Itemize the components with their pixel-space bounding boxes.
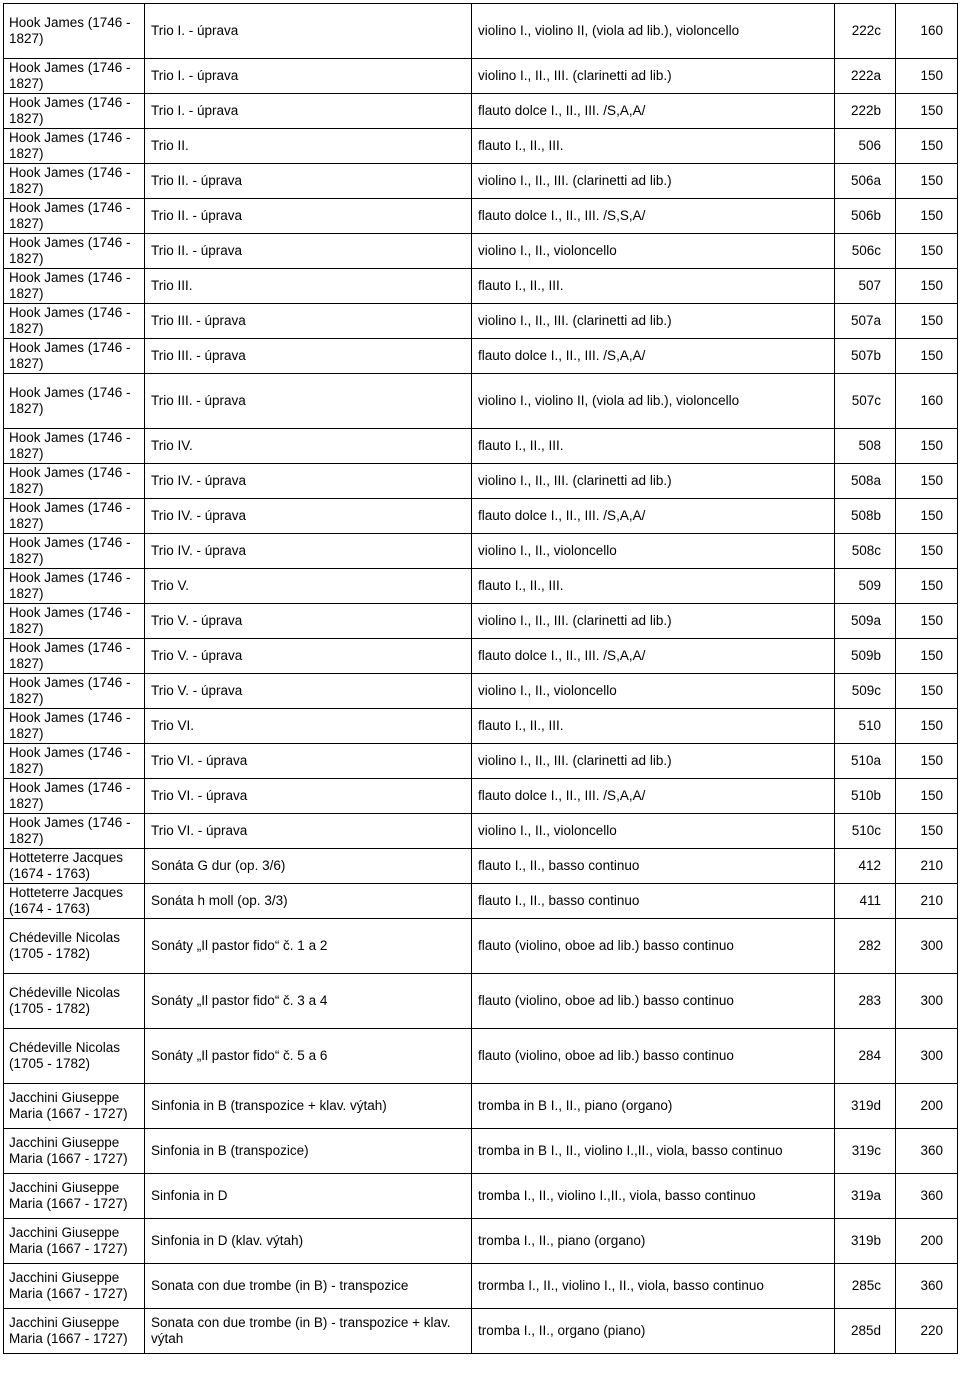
instrumentation-cell: flauto I., II., III. — [472, 709, 835, 744]
price-cell: 300 — [896, 919, 958, 974]
composer-cell: Hook James (1746 - 1827) — [4, 569, 145, 604]
price-cell: 150 — [896, 709, 958, 744]
title-cell: Trio II. - úprava — [145, 199, 472, 234]
instrumentation-cell: flauto dolce I., II., III. /S,S,A/ — [472, 199, 835, 234]
table-row — [4, 744, 958, 779]
price-cell: 150 — [896, 429, 958, 464]
composer-cell: Hook James (1746 - 1827) — [4, 639, 145, 674]
table-row — [4, 604, 958, 639]
composer-cell: Hook James (1746 - 1827) — [4, 744, 145, 779]
title-cell: Sonáta h moll (op. 3/3) — [145, 884, 472, 919]
title-cell: Sonáty „Il pastor fido“ č. 5 a 6 — [145, 1029, 472, 1084]
table-row — [4, 849, 958, 884]
title-cell: Sonata con due trombe (in B) - transpozice — [145, 1264, 472, 1309]
catalog-number-cell: 507c — [835, 374, 896, 429]
catalog-number-cell: 509b — [835, 639, 896, 674]
composer-cell: Hook James (1746 - 1827) — [4, 129, 145, 164]
instrumentation-cell: violino I., II., III. (clarinetti ad lib.) — [472, 304, 835, 339]
composer-cell: Jacchini Giuseppe Maria (1667 - 1727) — [4, 1084, 145, 1129]
instrumentation-cell: flauto I., II., III. — [472, 129, 835, 164]
table-row — [4, 59, 958, 94]
table-row — [4, 269, 958, 304]
composer-cell: Hotteterre Jacques (1674 - 1763) — [4, 849, 145, 884]
instrumentation-cell: flauto dolce I., II., III. /S,A,A/ — [472, 499, 835, 534]
table-row — [4, 304, 958, 339]
composer-cell: Hook James (1746 - 1827) — [4, 534, 145, 569]
composer-cell: Jacchini Giuseppe Maria (1667 - 1727) — [4, 1129, 145, 1174]
table-row — [4, 884, 958, 919]
price-cell: 150 — [896, 779, 958, 814]
catalog-number-cell: 510 — [835, 709, 896, 744]
instrumentation-cell: flauto (violino, oboe ad lib.) basso continuo — [472, 919, 835, 974]
title-cell: Trio V. - úprava — [145, 674, 472, 709]
title-cell: Sinfonia in B (transpozice + klav. výtah) — [145, 1084, 472, 1129]
catalog-number-cell: 285c — [835, 1264, 896, 1309]
catalog-sheet — [3, 3, 957, 1354]
price-cell: 150 — [896, 339, 958, 374]
composer-cell: Hook James (1746 - 1827) — [4, 674, 145, 709]
instrumentation-cell: flauto I., II., III. — [472, 569, 835, 604]
title-cell: Trio I. - úprava — [145, 4, 472, 59]
composer-cell: Hook James (1746 - 1827) — [4, 604, 145, 639]
table-row — [4, 974, 958, 1029]
catalog-number-cell: 222b — [835, 94, 896, 129]
instrumentation-cell: violino I., II., violoncello — [472, 534, 835, 569]
price-cell: 300 — [896, 974, 958, 1029]
price-cell: 360 — [896, 1129, 958, 1174]
table-row — [4, 339, 958, 374]
table-row — [4, 429, 958, 464]
instrumentation-cell: violino I., II., III. (clarinetti ad lib.) — [472, 464, 835, 499]
composer-cell: Jacchini Giuseppe Maria (1667 - 1727) — [4, 1219, 145, 1264]
instrumentation-cell: violino I., II., violoncello — [472, 814, 835, 849]
instrumentation-cell: trormba I., II., violino I., II., viola, basso continuo — [472, 1264, 835, 1309]
table-row — [4, 1129, 958, 1174]
title-cell: Trio III. - úprava — [145, 339, 472, 374]
instrumentation-cell: violino I., II., III. (clarinetti ad lib.) — [472, 744, 835, 779]
instrumentation-cell: violino I., II., violoncello — [472, 234, 835, 269]
table-row — [4, 4, 958, 59]
table-row — [4, 534, 958, 569]
catalog-rows — [4, 4, 958, 1354]
catalog-number-cell: 282 — [835, 919, 896, 974]
title-cell: Trio II. - úprava — [145, 234, 472, 269]
title-cell: Sinfonia in D (klav. výtah) — [145, 1219, 472, 1264]
title-cell: Trio VI. — [145, 709, 472, 744]
title-cell: Sonata con due trombe (in B) - transpozice + klav. výtah — [145, 1309, 472, 1354]
table-row — [4, 814, 958, 849]
catalog-number-cell: 510c — [835, 814, 896, 849]
composer-cell: Hook James (1746 - 1827) — [4, 429, 145, 464]
instrumentation-cell: violino I., violino II, (viola ad lib.), violoncello — [472, 4, 835, 59]
catalog-number-cell: 507b — [835, 339, 896, 374]
title-cell: Trio III. - úprava — [145, 374, 472, 429]
instrumentation-cell: violino I., II., III. (clarinetti ad lib.) — [472, 604, 835, 639]
price-cell: 150 — [896, 304, 958, 339]
instrumentation-cell: violino I., violino II, (viola ad lib.), violoncello — [472, 374, 835, 429]
composer-cell: Hook James (1746 - 1827) — [4, 4, 145, 59]
composer-cell: Hook James (1746 - 1827) — [4, 164, 145, 199]
title-cell: Trio IV. - úprava — [145, 534, 472, 569]
title-cell: Trio I. - úprava — [145, 59, 472, 94]
composer-cell: Jacchini Giuseppe Maria (1667 - 1727) — [4, 1264, 145, 1309]
title-cell: Trio III. - úprava — [145, 304, 472, 339]
composer-cell: Hook James (1746 - 1827) — [4, 814, 145, 849]
table-row — [4, 1264, 958, 1309]
instrumentation-cell: tromba I., II., piano (organo) — [472, 1219, 835, 1264]
instrumentation-cell: flauto dolce I., II., III. /S,A,A/ — [472, 639, 835, 674]
composer-cell: Hotteterre Jacques (1674 - 1763) — [4, 884, 145, 919]
title-cell: Trio II. — [145, 129, 472, 164]
catalog-number-cell: 510a — [835, 744, 896, 779]
catalog-table — [3, 3, 958, 1354]
instrumentation-cell: flauto (violino, oboe ad lib.) basso continuo — [472, 974, 835, 1029]
composer-cell: Hook James (1746 - 1827) — [4, 339, 145, 374]
catalog-number-cell: 509 — [835, 569, 896, 604]
price-cell: 150 — [896, 129, 958, 164]
catalog-number-cell: 283 — [835, 974, 896, 1029]
composer-cell: Jacchini Giuseppe Maria (1667 - 1727) — [4, 1309, 145, 1354]
composer-cell: Hook James (1746 - 1827) — [4, 709, 145, 744]
table-row — [4, 464, 958, 499]
table-row — [4, 234, 958, 269]
title-cell: Trio III. — [145, 269, 472, 304]
title-cell: Trio IV. - úprava — [145, 464, 472, 499]
instrumentation-cell: flauto I., II., III. — [472, 269, 835, 304]
table-row — [4, 639, 958, 674]
title-cell: Trio VI. - úprava — [145, 744, 472, 779]
price-cell: 150 — [896, 534, 958, 569]
catalog-number-cell: 412 — [835, 849, 896, 884]
catalog-number-cell: 222c — [835, 4, 896, 59]
table-row — [4, 779, 958, 814]
catalog-number-cell: 508b — [835, 499, 896, 534]
catalog-number-cell: 319d — [835, 1084, 896, 1129]
instrumentation-cell: violino I., II., III. (clarinetti ad lib.) — [472, 59, 835, 94]
table-row — [4, 709, 958, 744]
price-cell: 150 — [896, 199, 958, 234]
price-cell: 200 — [896, 1084, 958, 1129]
title-cell: Sinfonia in D — [145, 1174, 472, 1219]
table-row — [4, 569, 958, 604]
price-cell: 150 — [896, 814, 958, 849]
instrumentation-cell: tromba in B I., II., violino I.,II., viola, basso continuo — [472, 1129, 835, 1174]
catalog-number-cell: 319a — [835, 1174, 896, 1219]
price-cell: 210 — [896, 849, 958, 884]
price-cell: 220 — [896, 1309, 958, 1354]
catalog-number-cell: 284 — [835, 1029, 896, 1084]
instrumentation-cell: flauto I., II., basso continuo — [472, 884, 835, 919]
catalog-number-cell: 506 — [835, 129, 896, 164]
title-cell: Sinfonia in B (transpozice) — [145, 1129, 472, 1174]
composer-cell: Chédeville Nicolas (1705 - 1782) — [4, 974, 145, 1029]
price-cell: 150 — [896, 269, 958, 304]
catalog-number-cell: 509a — [835, 604, 896, 639]
catalog-number-cell: 508c — [835, 534, 896, 569]
composer-cell: Hook James (1746 - 1827) — [4, 199, 145, 234]
table-row — [4, 674, 958, 709]
instrumentation-cell: flauto dolce I., II., III. /S,A,A/ — [472, 339, 835, 374]
price-cell: 150 — [896, 744, 958, 779]
composer-cell: Hook James (1746 - 1827) — [4, 499, 145, 534]
catalog-number-cell: 506b — [835, 199, 896, 234]
composer-cell: Hook James (1746 - 1827) — [4, 374, 145, 429]
instrumentation-cell: violino I., II., III. (clarinetti ad lib.) — [472, 164, 835, 199]
catalog-number-cell: 222a — [835, 59, 896, 94]
table-row — [4, 164, 958, 199]
table-row — [4, 499, 958, 534]
price-cell: 150 — [896, 604, 958, 639]
instrumentation-cell: tromba I., II., organo (piano) — [472, 1309, 835, 1354]
table-row — [4, 1029, 958, 1084]
table-row — [4, 94, 958, 129]
price-cell: 150 — [896, 59, 958, 94]
catalog-number-cell: 319b — [835, 1219, 896, 1264]
instrumentation-cell: tromba I., II., violino I.,II., viola, basso continuo — [472, 1174, 835, 1219]
table-row — [4, 919, 958, 974]
table-row — [4, 129, 958, 164]
title-cell: Trio VI. - úprava — [145, 814, 472, 849]
price-cell: 160 — [896, 374, 958, 429]
price-cell: 150 — [896, 639, 958, 674]
catalog-number-cell: 508 — [835, 429, 896, 464]
composer-cell: Chédeville Nicolas (1705 - 1782) — [4, 919, 145, 974]
composer-cell: Hook James (1746 - 1827) — [4, 269, 145, 304]
title-cell: Trio II. - úprava — [145, 164, 472, 199]
title-cell: Trio IV. - úprava — [145, 499, 472, 534]
composer-cell: Hook James (1746 - 1827) — [4, 779, 145, 814]
title-cell: Trio VI. - úprava — [145, 779, 472, 814]
catalog-number-cell: 507 — [835, 269, 896, 304]
instrumentation-cell: flauto dolce I., II., III. /S,A,A/ — [472, 779, 835, 814]
table-row — [4, 374, 958, 429]
price-cell: 150 — [896, 164, 958, 199]
price-cell: 150 — [896, 464, 958, 499]
price-cell: 150 — [896, 674, 958, 709]
composer-cell: Hook James (1746 - 1827) — [4, 94, 145, 129]
instrumentation-cell: violino I., II., violoncello — [472, 674, 835, 709]
price-cell: 210 — [896, 884, 958, 919]
catalog-number-cell: 506c — [835, 234, 896, 269]
price-cell: 150 — [896, 499, 958, 534]
price-cell: 300 — [896, 1029, 958, 1084]
title-cell: Sonáty „Il pastor fido“ č. 3 a 4 — [145, 974, 472, 1029]
table-row — [4, 1219, 958, 1264]
catalog-number-cell: 506a — [835, 164, 896, 199]
price-cell: 150 — [896, 234, 958, 269]
composer-cell: Hook James (1746 - 1827) — [4, 59, 145, 94]
composer-cell: Chédeville Nicolas (1705 - 1782) — [4, 1029, 145, 1084]
table-row — [4, 1309, 958, 1354]
price-cell: 150 — [896, 94, 958, 129]
catalog-number-cell: 507a — [835, 304, 896, 339]
composer-cell: Hook James (1746 - 1827) — [4, 304, 145, 339]
table-row — [4, 1174, 958, 1219]
price-cell: 200 — [896, 1219, 958, 1264]
title-cell: Sonáta G dur (op. 3/6) — [145, 849, 472, 884]
table-row — [4, 199, 958, 234]
title-cell: Trio V. — [145, 569, 472, 604]
title-cell: Trio V. - úprava — [145, 604, 472, 639]
title-cell: Trio I. - úprava — [145, 94, 472, 129]
price-cell: 160 — [896, 4, 958, 59]
catalog-number-cell: 508a — [835, 464, 896, 499]
title-cell: Sonáty „Il pastor fido“ č. 1 a 2 — [145, 919, 472, 974]
catalog-number-cell: 509c — [835, 674, 896, 709]
catalog-number-cell: 411 — [835, 884, 896, 919]
catalog-number-cell: 510b — [835, 779, 896, 814]
title-cell: Trio V. - úprava — [145, 639, 472, 674]
instrumentation-cell: flauto I., II., III. — [472, 429, 835, 464]
composer-cell: Jacchini Giuseppe Maria (1667 - 1727) — [4, 1174, 145, 1219]
price-cell: 360 — [896, 1174, 958, 1219]
title-cell: Trio IV. — [145, 429, 472, 464]
catalog-number-cell: 319c — [835, 1129, 896, 1174]
composer-cell: Hook James (1746 - 1827) — [4, 464, 145, 499]
instrumentation-cell: flauto (violino, oboe ad lib.) basso continuo — [472, 1029, 835, 1084]
price-cell: 150 — [896, 569, 958, 604]
catalog-number-cell: 285d — [835, 1309, 896, 1354]
composer-cell: Hook James (1746 - 1827) — [4, 234, 145, 269]
instrumentation-cell: flauto I., II., basso continuo — [472, 849, 835, 884]
table-row — [4, 1084, 958, 1129]
instrumentation-cell: flauto dolce I., II., III. /S,A,A/ — [472, 94, 835, 129]
instrumentation-cell: tromba in B I., II., piano (organo) — [472, 1084, 835, 1129]
price-cell: 360 — [896, 1264, 958, 1309]
